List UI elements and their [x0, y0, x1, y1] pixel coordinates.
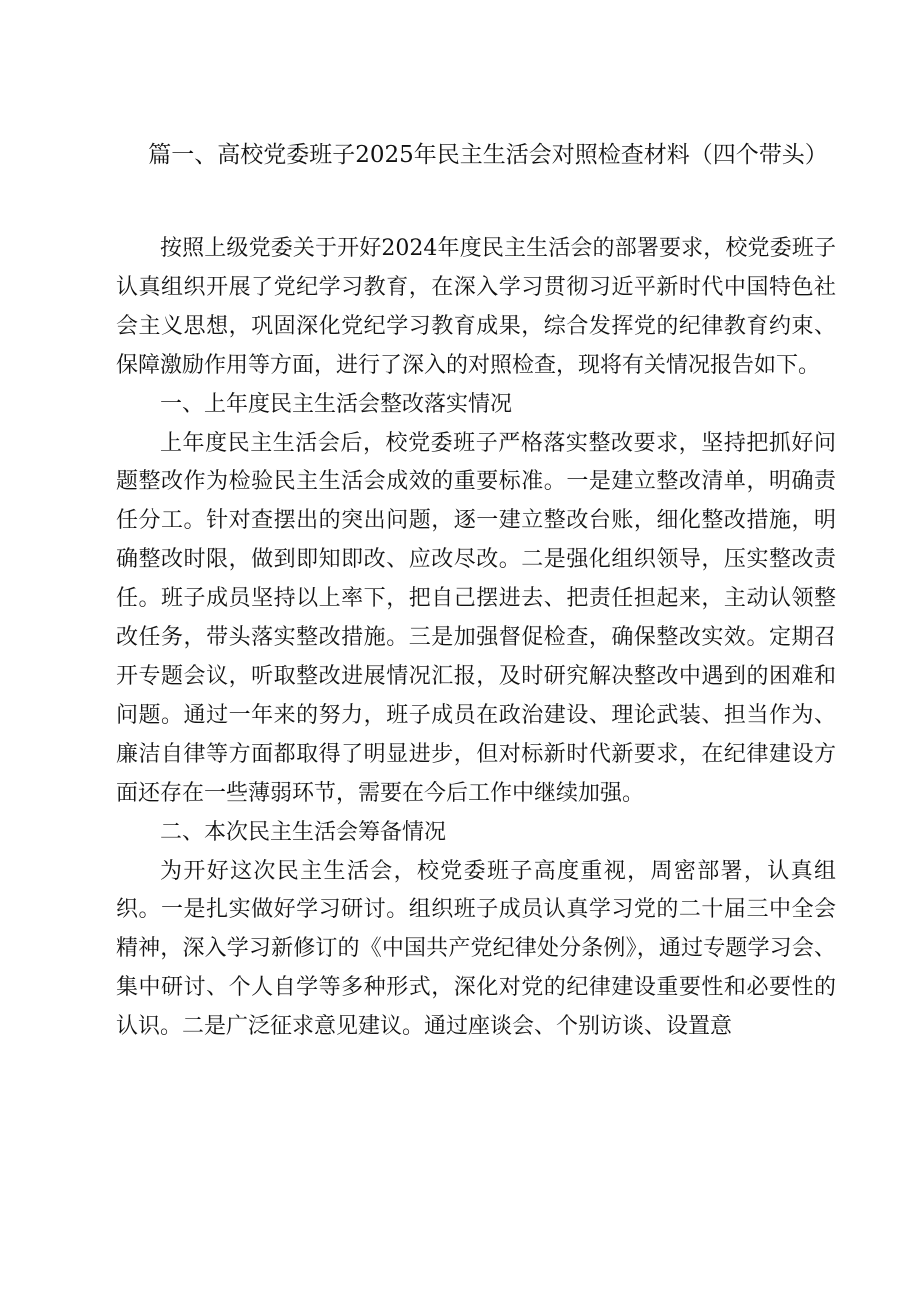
document-title: 篇一、高校党委班子2025年民主生活会对照检查材料（四个带头） — [148, 142, 828, 168]
section-paragraph-1: 上年度民主生活会后，校党委班子严格落实整改要求，坚持把抓好问题整改作为检验民主生活会成效的重要标准。一是建立整改清单，明确责任分工。针对查摆出的突出问题，逐一建立整改台账，细化整改措施，明确整改时限，做到即知即改、应改尽改。二是强化组织领导，压实整改责任。班子成员坚持以上率下，把自己摆进去、把责任担起来，主动认领整改任务，带头落实整改措施。三是加强督促检查，确保整改实效。定期召开专题会议，听取整改进展情况汇报，及时研究解决整改中遇到的困难和问题。通过一年来的努力，班子成员在政治建设、理论武装、担当作为、廉洁自律等方面都取得了明显进步，但对标新时代新要求，在纪律建设方面还存在一些薄弱环节，需要在今后工作中继续加强。 — [116, 430, 836, 806]
section-paragraph-2: 为开好这次民主生活会，校党委班子高度重视，周密部署，认真组织。一是扎实做好学习研讨。组织班子成员认真学习党的二十届三中全会精神，深入学习新修订的《中国共产党纪律处分条例》，通过专题学习会、集中研讨、个人自学等多种形式，深化对党的纪律建设重要性和必要性的认识。二是广泛征求意见建议。通过座谈会、个别访谈、设置意 — [116, 858, 836, 1040]
intro-paragraph: 按照上级党委关于开好2024年度民主生活会的部署要求，校党委班子认真组织开展了党纪学习教育，在深入学习贯彻习近平新时代中国特色社会主义思想，巩固深化党纪学习教育成果，综合发挥党的纪律教育约束、保障激励作用等方面，进行了深入的对照检查，现将有关情况报告如下。 — [116, 236, 836, 378]
section-heading-2: 二、本次民主生活会筹备情况 — [160, 819, 447, 845]
document-body — [116, 230, 836, 1047]
section-heading-1: 一、上年度民主生活会整改落实情况 — [160, 391, 513, 417]
